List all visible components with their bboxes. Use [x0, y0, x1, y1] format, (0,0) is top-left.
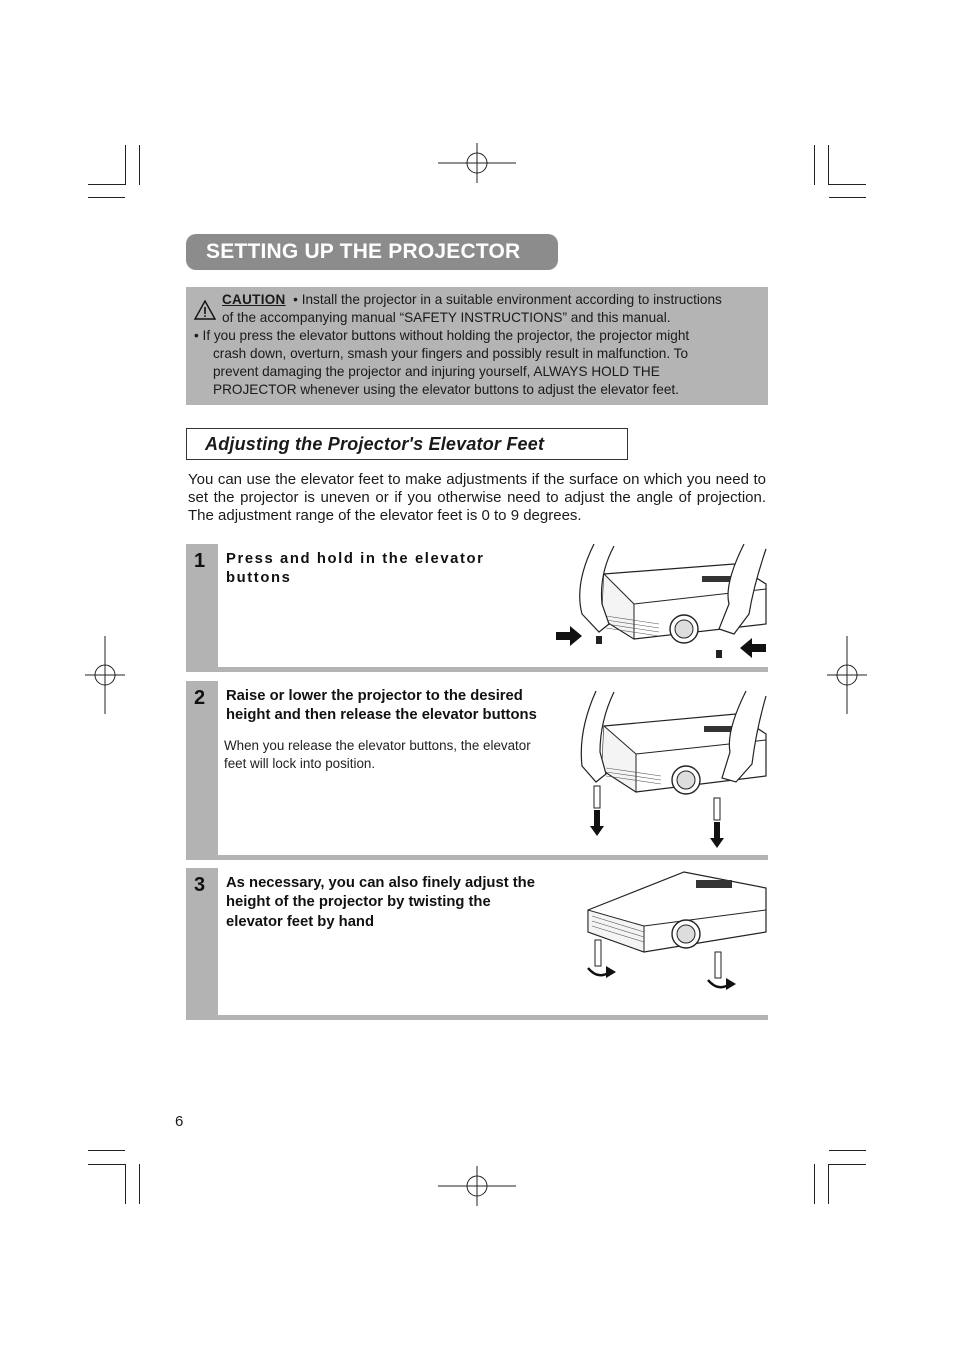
registration-mark-left [85, 636, 125, 714]
step-note-line: feet will lock into position. [224, 756, 376, 771]
caution-bullet-line: PROJECTOR whenever using the elevator buttons to adjust the elevator feet. [213, 382, 679, 397]
caution-box [186, 287, 768, 405]
step-instruction: Raise or lower the projector to the desired height and then release the elevator buttons [226, 688, 537, 724]
page-title-text: SETTING UP THE PROJECTOR [206, 240, 521, 263]
step-divider [218, 855, 768, 860]
caution-line-1 [222, 291, 762, 309]
section-heading [186, 428, 628, 460]
intro-paragraph: You can use the elevator feet to make adjustments if the surface on which you need to set the projector is uneven or if you otherwise need to adjust the angle of projection. The adjustment range of the elevator feet is 0 to 9 degrees. [188, 471, 766, 524]
caution-bullet-line: • If you press the elevator buttons without holding the projector, the projector might [194, 328, 690, 343]
projector-hands-press-illustration [554, 544, 768, 664]
registration-mark-top [438, 143, 516, 183]
step-instruction: As necessary, you can also finely adjust the height of the projector by twisting the elevator feet by hand [226, 875, 535, 930]
step-number: 3 [194, 874, 206, 896]
caution-bullet-line: prevent damaging the projector and injuring yourself, ALWAYS HOLD THE [213, 364, 660, 379]
projector-twist-feet-illustration [584, 870, 768, 1010]
caution-bullet [194, 327, 760, 397]
step-number: 1 [194, 550, 206, 572]
registration-mark-right [827, 636, 867, 714]
registration-mark-bottom [438, 1166, 516, 1206]
projector-raise-illustration [576, 686, 768, 854]
step-instruction: Press and hold in the elevator buttons [226, 551, 485, 587]
step-2 [186, 681, 768, 860]
step-3 [186, 868, 768, 1020]
step-note-line: When you release the elevator buttons, the elevator [224, 738, 531, 753]
caution-label: CAUTION [222, 292, 286, 307]
step-1 [186, 544, 768, 672]
caution-bullet-line: crash down, overturn, smash your fingers and possibly result in malfunction. To [213, 346, 689, 361]
section-heading-text: Adjusting the Projector's Elevator Feet [205, 434, 545, 454]
page-title [186, 234, 558, 270]
page-number: 6 [175, 1113, 184, 1130]
caution-text-1: • Install the projector in a suitable environment according to instructions [293, 292, 722, 307]
step-number: 2 [194, 687, 206, 709]
step-divider [218, 1015, 768, 1020]
caution-line-2: of the accompanying manual “SAFETY INSTRUCTIONS” and this manual. [222, 310, 671, 325]
step-divider [218, 667, 768, 672]
warning-triangle-icon [194, 300, 216, 320]
